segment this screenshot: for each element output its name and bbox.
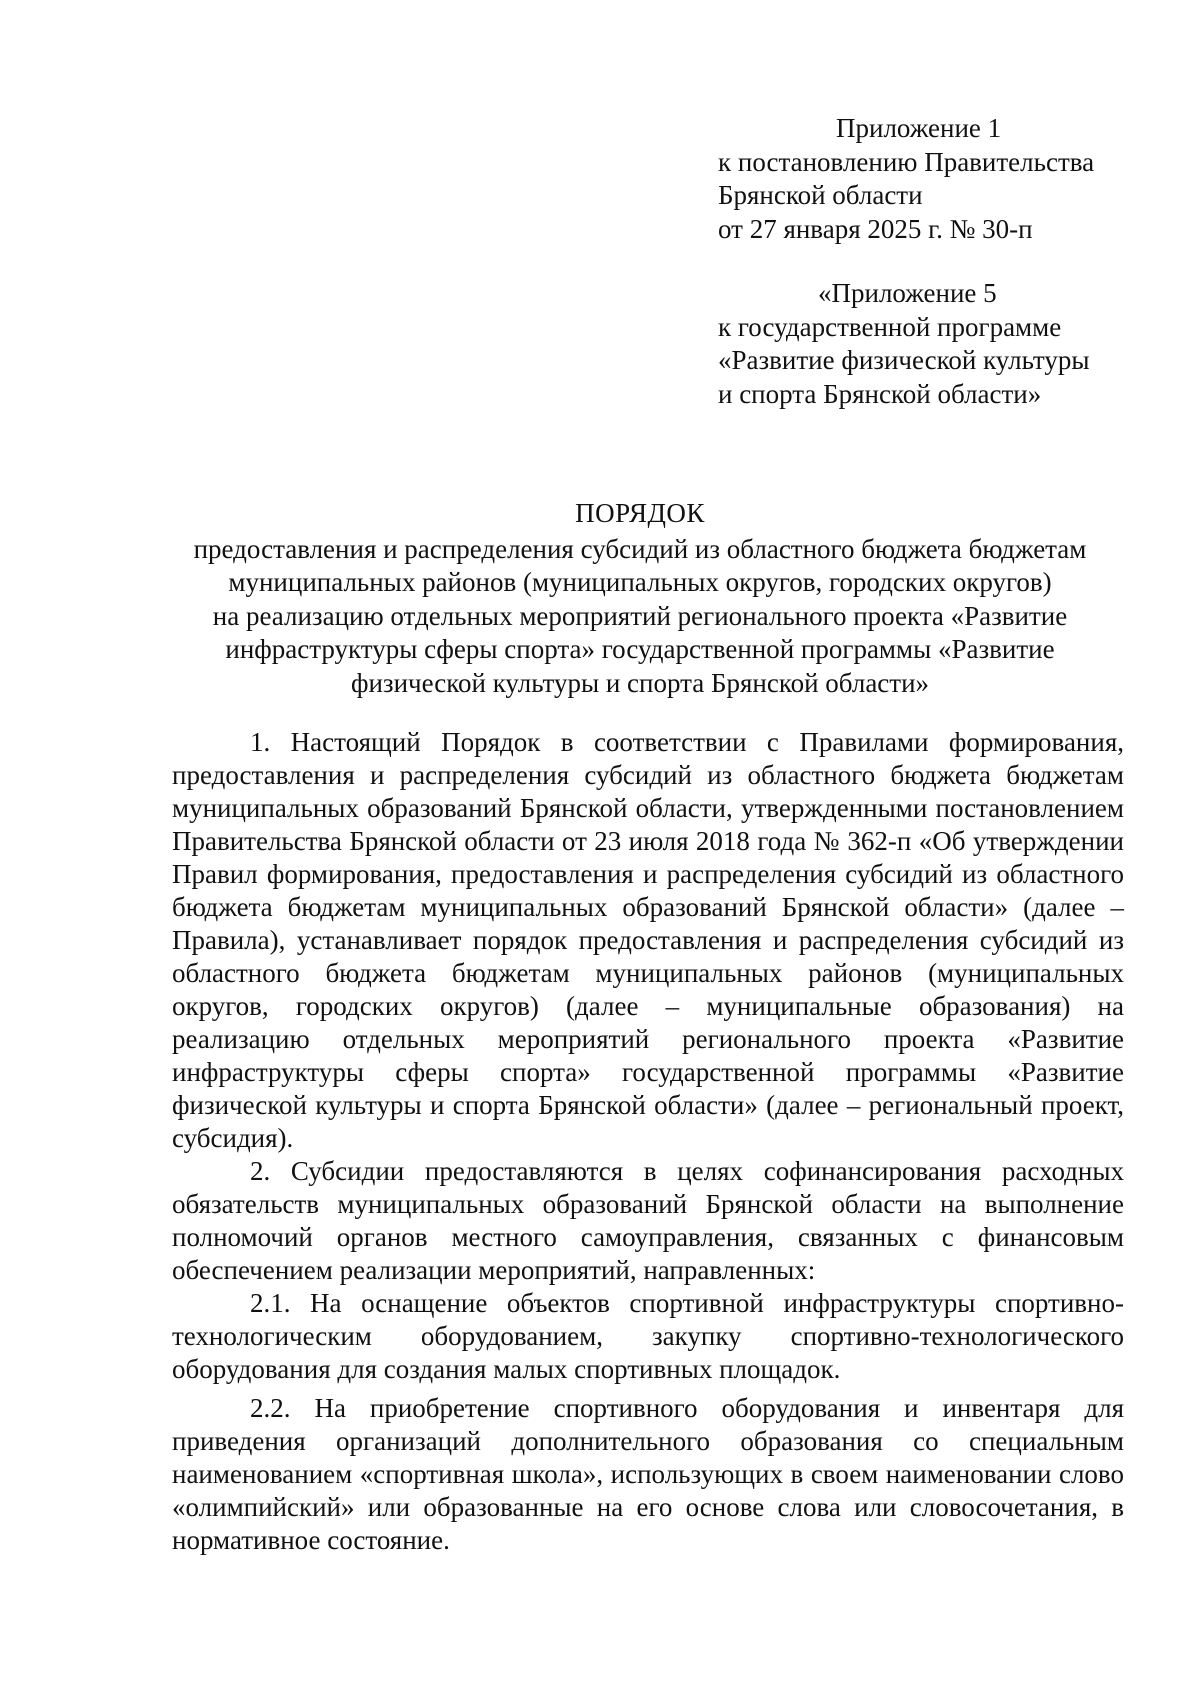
annex-5-line: и спорта Брянской области» [718, 378, 1042, 409]
document-title [150, 497, 1130, 700]
annex-1-line: Брянской области [718, 180, 923, 210]
annex-1-line: к постановлению Правительства [718, 146, 1095, 177]
title-line: предоставления и распределения субсидий из областного бюджета бюджетам [193, 533, 1087, 564]
title-line: физической культуры и спорта Брянской области» [350, 667, 930, 698]
paragraph-2-1: 2.1. На оснащение объектов спортивной инфраструктуры спортивно-технологическим оборудованием, закупку спортивно-технологического оборудования для создания малых спортивных площадок. [172, 1288, 1124, 1384]
document-body [172, 726, 1124, 1557]
annex-5-line: «Развитие физической культуры [718, 345, 1090, 375]
paragraph-1: 1. Настоящий Порядок в соответствии с Правилами формирования, предоставления и распределения субсидий из областного бюджета бюджетам муниципальных образований Брянской области, утвержденными постановлением Правительства Брянской области от 23 июля 2018 года № 362-п «Об утверждении Правил формирования, предоставления и распределения субсидий из областного бюджета бюджетам муниципальных образований Брянской области» (далее – Правила), устанавливает порядок предоставления и распределения субсидий из областного бюджета бюджетам муниципальных районов (муниципальных округов, городских округов) (далее – муниципальные образования) на реализацию отдельных мероприятий регионального проекта «Развитие инфраструктуры сферы спорта» государственной программы «Развитие физической культуры и спорта Брянской области» (далее – региональный проект, субсидия). [172, 727, 1124, 1153]
annex-5-line: к государственной программе [718, 311, 1062, 342]
annex-1-line: Приложение 1 [836, 113, 1002, 143]
annex-1-line: от 27 января 2025 г. № 30-п [718, 213, 1033, 244]
annex-5-header [718, 277, 1158, 411]
paragraph-2: 2. Субсидии предоставляются в целях софинансирования расходных обязательств муниципальных образований Брянской области на выполнение полномочий органов местного самоуправления, связанных с финансовым обеспечением реализации мероприятий, направленных: [172, 1156, 1124, 1285]
title-line: инфраструктуры сферы спорта» государственной программы «Развитие [225, 634, 1055, 664]
paragraph-2-2: 2.2. На приобретение спортивного оборудования и инвентаря для приведения организаций дополнительного образования со специальным наименованием «спортивная школа», использующих в своем наименовании слово «олимпийский» или образованные на его основе слова или словосочетания, в нормативное состояние. [172, 1393, 1124, 1555]
annex-5-line: «Приложение 5 [818, 278, 997, 308]
title-line: муниципальных районов (муниципальных округов, городских округов) [228, 567, 1052, 597]
title-line: на реализацию отдельных мероприятий регионального проекта «Развитие [212, 600, 1068, 631]
annex-1-header [718, 112, 1158, 246]
title-heading: ПОРЯДОК [575, 498, 705, 528]
